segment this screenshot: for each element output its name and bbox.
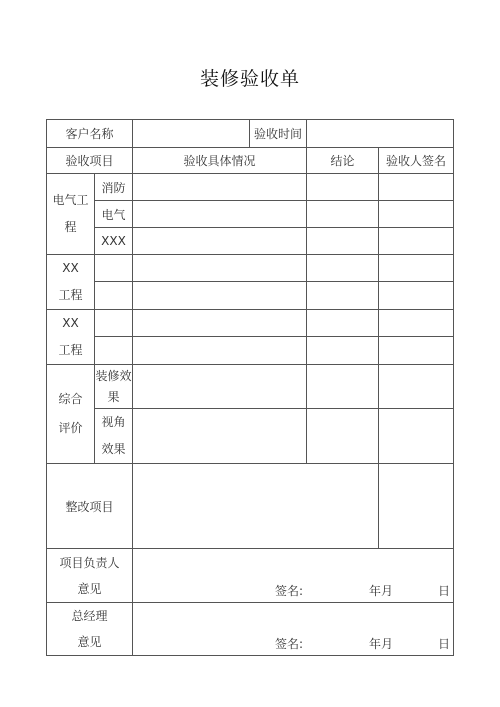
- pm-opinion-row: [47, 549, 454, 603]
- table-row: [47, 365, 454, 409]
- item-cell[interactable]: [95, 310, 133, 337]
- gm-opinion-field[interactable]: [133, 603, 454, 656]
- conclusion-cell[interactable]: [307, 201, 379, 228]
- section-label-line: 工程: [58, 288, 83, 302]
- signature-cell[interactable]: [379, 228, 454, 255]
- section-label-line: XX: [62, 261, 79, 275]
- column-header-item: 验收项目: [47, 148, 133, 174]
- table-row: [47, 174, 454, 201]
- signature-label: 签名:: [275, 584, 304, 598]
- table-row: [47, 201, 454, 228]
- gm-opinion-row: [47, 603, 454, 656]
- year-month-label: 年月: [369, 637, 394, 651]
- pm-opinion-label: [47, 549, 133, 603]
- details-cell[interactable]: [133, 281, 307, 309]
- item-label-electric: 电气: [95, 201, 133, 228]
- signature-label: 签名:: [275, 637, 304, 651]
- table-row: [47, 409, 454, 464]
- section-label-overall: [47, 365, 95, 464]
- signature-cell[interactable]: [379, 201, 454, 228]
- details-cell[interactable]: [133, 310, 307, 337]
- rectification-row: [47, 464, 454, 549]
- section-label-line: 综合: [58, 392, 83, 406]
- column-header-row: [47, 148, 454, 174]
- acceptance-form-table: [46, 119, 454, 656]
- conclusion-cell[interactable]: [307, 310, 379, 337]
- opinion-label-line: 项目负责人: [59, 555, 120, 570]
- signature-cell[interactable]: [379, 281, 454, 309]
- year-month-label: 年月: [369, 584, 394, 598]
- signature-cell[interactable]: [379, 174, 454, 201]
- details-cell[interactable]: [133, 255, 307, 282]
- day-label: 日: [438, 584, 451, 598]
- pm-opinion-field[interactable]: [133, 549, 454, 603]
- details-cell[interactable]: [133, 336, 307, 364]
- item-label-line: 视角: [101, 415, 126, 429]
- conclusion-cell[interactable]: [307, 336, 379, 364]
- section-label-line: 程: [64, 220, 77, 234]
- inspection-time-label: 验收时间: [250, 120, 307, 148]
- customer-name-field[interactable]: [133, 120, 250, 148]
- opinion-label-line: 意见: [77, 581, 102, 596]
- column-header-details: 验收具体情况: [133, 148, 307, 174]
- signature-cell[interactable]: [379, 336, 454, 364]
- rectification-label: 整改项目: [47, 464, 133, 549]
- section-label-electrical: [47, 174, 95, 255]
- section-label-xx-2: [47, 310, 95, 365]
- details-cell[interactable]: [133, 365, 307, 409]
- gm-opinion-label: [47, 603, 133, 656]
- page-title: 装修验收单: [199, 68, 300, 90]
- signature-cell[interactable]: [379, 409, 454, 464]
- rectification-details-cell[interactable]: [133, 464, 379, 549]
- item-label-line: 效果: [101, 442, 126, 456]
- opinion-label-line: 意见: [77, 635, 102, 649]
- item-cell[interactable]: [95, 281, 133, 309]
- table-row: [47, 310, 454, 337]
- section-label-line: 评价: [58, 421, 83, 435]
- customer-name-label: 客户名称: [47, 120, 133, 148]
- item-label-visual-effect: [95, 409, 133, 464]
- conclusion-cell[interactable]: [307, 255, 379, 282]
- signature-cell[interactable]: [379, 365, 454, 409]
- item-label-xxx: XXX: [95, 228, 133, 255]
- day-label: 日: [438, 637, 451, 651]
- conclusion-cell[interactable]: [307, 409, 379, 464]
- table-row: [47, 336, 454, 364]
- table-row: [47, 255, 454, 282]
- details-cell[interactable]: [133, 174, 307, 201]
- section-label-line: 电气工: [52, 193, 89, 207]
- details-cell[interactable]: [133, 228, 307, 255]
- item-cell[interactable]: [95, 336, 133, 364]
- opinion-label-line: 总经理: [71, 609, 108, 623]
- section-label-line: XX: [62, 316, 79, 330]
- column-header-conclusion: 结论: [307, 148, 379, 174]
- table-row: [47, 281, 454, 309]
- inspection-time-field[interactable]: [307, 120, 454, 148]
- item-cell[interactable]: [95, 255, 133, 282]
- item-label-line: 装修效: [95, 368, 132, 383]
- item-label-fire: 消防: [95, 174, 133, 201]
- details-cell[interactable]: [133, 201, 307, 228]
- conclusion-cell[interactable]: [307, 174, 379, 201]
- details-cell[interactable]: [133, 409, 307, 464]
- signature-cell[interactable]: [379, 255, 454, 282]
- conclusion-cell[interactable]: [307, 281, 379, 309]
- table-row: [47, 228, 454, 255]
- item-label-line: 果: [107, 389, 120, 404]
- column-header-signature: 验收人签名: [379, 148, 454, 174]
- section-label-line: 工程: [58, 343, 83, 357]
- item-label-decoration-effect: [95, 365, 133, 409]
- conclusion-cell[interactable]: [307, 365, 379, 409]
- signature-cell[interactable]: [379, 310, 454, 337]
- header-row: [47, 120, 454, 148]
- conclusion-cell[interactable]: [307, 228, 379, 255]
- section-label-xx-1: [47, 255, 95, 310]
- rectification-signature-cell[interactable]: [379, 464, 454, 549]
